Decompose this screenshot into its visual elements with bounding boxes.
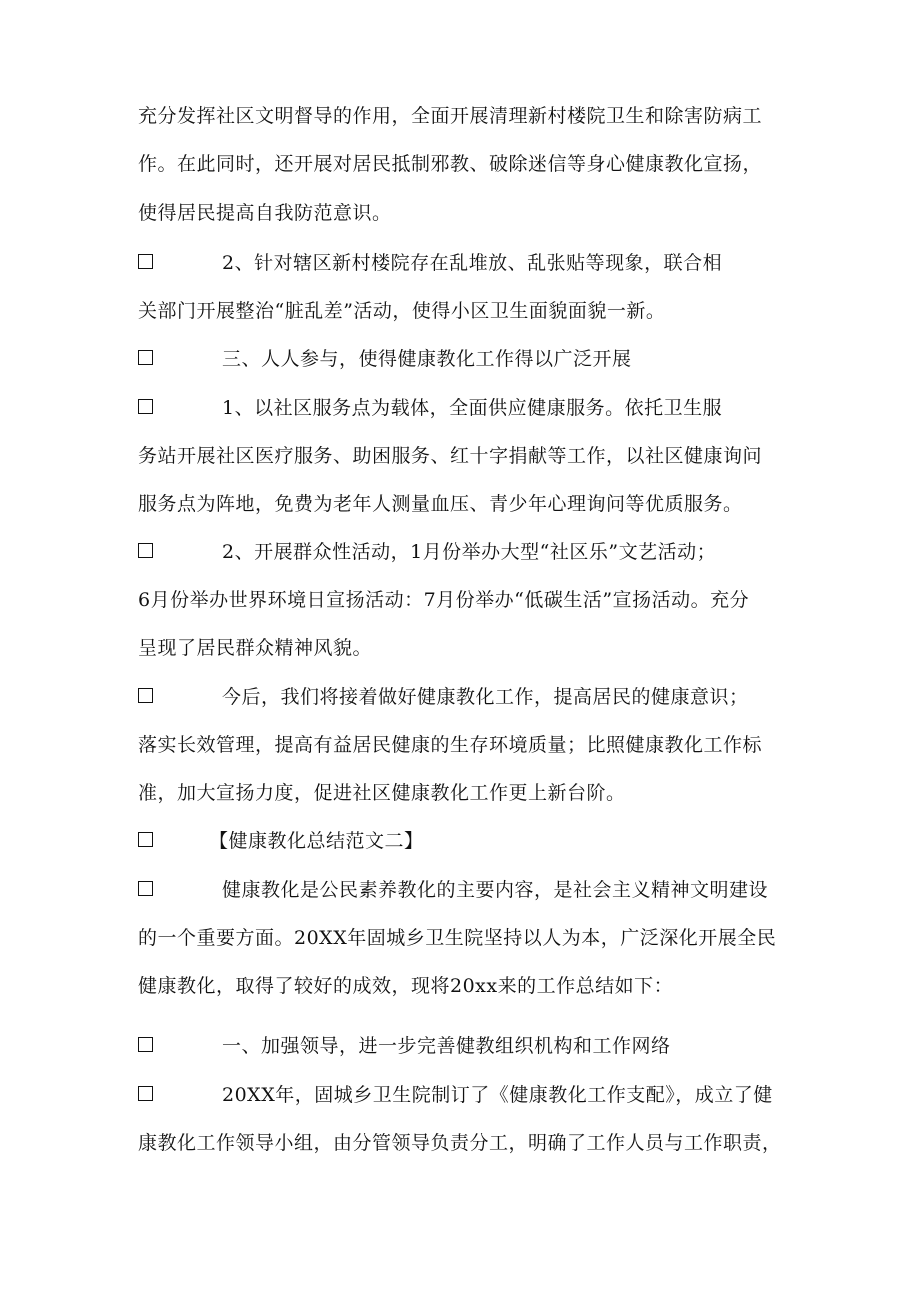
checkbox-icon	[138, 350, 153, 365]
paragraph-text: 今后，我们将接着做好健康教化工作，提高居民的健康意识；	[222, 686, 749, 708]
checkbox-icon	[138, 399, 153, 414]
text-line: 康教化工作领导小组，由分管领导负责分工，明确了工作人员与工作职责，	[138, 1132, 782, 1154]
checkbox-icon	[138, 1037, 153, 1052]
text-line: 充分发挥社区文明督导的作用，全面开展清理新村楼院卫生和除害防病工	[138, 105, 763, 127]
paragraph-text: 1、以社区服务点为载体，全面供应健康服务。依托卫生服	[222, 397, 723, 419]
text-line: 健康教化，取得了较好的成效，现将20xx来的工作总结如下：	[138, 975, 674, 997]
text-line: 落实长效管理，提高有益居民健康的生存环境质量；比照健康教化工作标	[138, 734, 763, 756]
text-line: 使得居民提高自我防范意识。	[138, 202, 392, 224]
checkbox-icon	[138, 1086, 153, 1101]
checkbox-icon	[138, 543, 153, 558]
article-heading: 【健康教化总结范文二】	[209, 830, 424, 852]
section-heading: 三、人人参与，使得健康教化工作得以广泛开展	[222, 348, 632, 370]
text-line: 服务点为阵地，免费为老年人测量血压、青少年心理询问等优质服务。	[138, 493, 743, 515]
checkbox-icon	[138, 832, 153, 847]
text-line: 的一个重要方面。20XX年固城乡卫生院坚持以人为本，广泛深化开展全民	[138, 927, 777, 949]
text-line: 6月份举办世界环境日宣扬活动：7月份举办“低碳生活”宣扬活动。充分	[138, 589, 750, 611]
checkbox-icon	[138, 254, 153, 269]
paragraph-text: 2、开展群众性活动，1月份举办大型“社区乐”文艺活动；	[222, 541, 717, 563]
section-heading: 一、加强领导，进一步完善健教组织机构和工作网络	[222, 1035, 671, 1057]
paragraph-text: 健康教化是公民素养教化的主要内容，是社会主义精神文明建设	[222, 879, 769, 901]
checkbox-icon	[138, 688, 153, 703]
text-line: 务站开展社区医疗服务、助困服务、红十字捐献等工作，以社区健康询问	[138, 445, 763, 467]
paragraph-text: 20XX年，固城乡卫生院制订了《健康教化工作支配》，成立了健	[222, 1084, 773, 1106]
text-line: 作。在此同时，还开展对居民抵制邪教、破除迷信等身心健康教化宣扬，	[138, 153, 763, 175]
text-line: 关部门开展整治“脏乱差”活动，使得小区卫生面貌面貌一新。	[138, 300, 666, 322]
text-line: 准，加大宣扬力度，促进社区健康教化工作更上新台阶。	[138, 782, 626, 804]
checkbox-icon	[138, 881, 153, 896]
paragraph-text: 2、针对辖区新村楼院存在乱堆放、乱张贴等现象，联合相	[222, 252, 723, 274]
text-line: 呈现了居民群众精神风貌。	[138, 637, 373, 659]
